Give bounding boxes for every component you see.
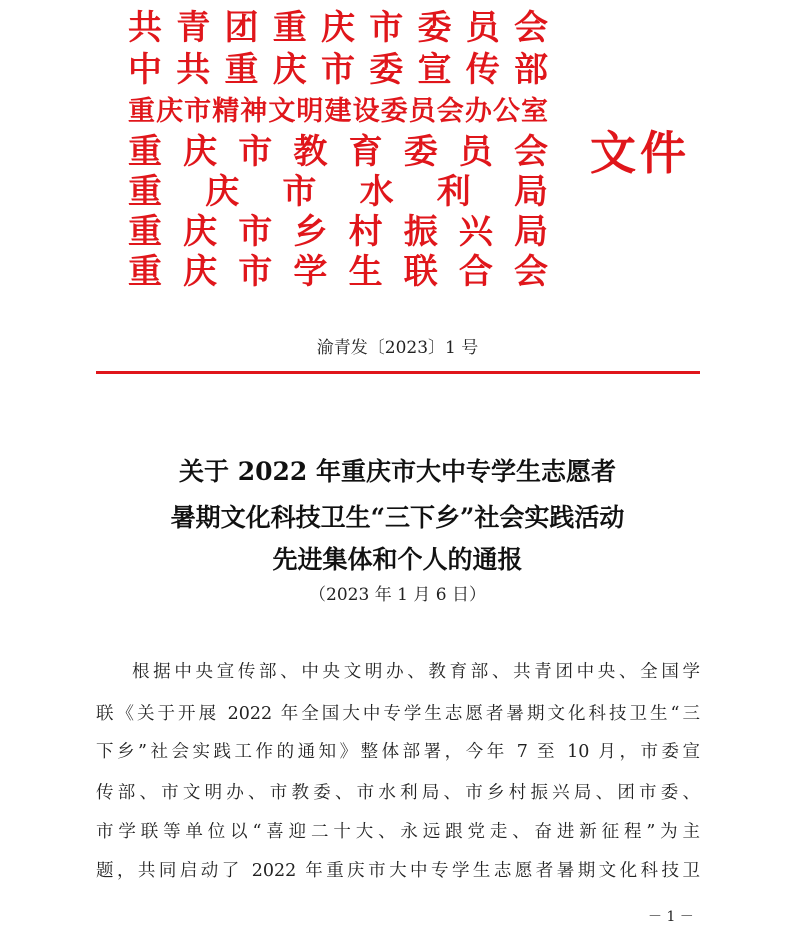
file-label: 文件 [590,126,690,180]
page-number: － 1 － [648,909,694,925]
body-line: 传部、市文明办、市教委、市水利局、市乡村振兴局、团市委、 [96,783,700,803]
issuer-line: 重庆市学生联合会 [128,252,548,292]
body-line: 市学联等单位以“喜迎二十大、永远跟党走、奋进新征程”为主 [96,822,700,842]
body-line: 联《关于开展 2022 年全国大中专学生志愿者暑期文化科技卫生“三 [96,704,700,724]
issuer-line: 重庆市水利局 [128,172,548,212]
title-line: 暑期文化科技卫生“三下乡”社会实践活动 [170,503,625,532]
issuer-line: 共青团重庆市委员会 [128,8,548,48]
title-line: 关于 2022 年重庆市大中专学生志愿者 [179,457,616,486]
body-line: 下乡”社会实践工作的通知》整体部署，今年 7 至 10 月，市委宣 [96,742,700,762]
body-line: 根据中央宣传部、中央文明办、教育部、共青团中央、全国学 [132,662,700,682]
body-line: 题，共同启动了 2022 年重庆市大中专学生志愿者暑期文化科技卫 [96,861,700,881]
title-line: 先进集体和个人的通报 [272,545,523,574]
document-number: 渝青发〔2023〕1 号 [316,338,479,358]
red-divider [96,371,700,374]
issuer-line: 中共重庆市委宣传部 [128,50,548,90]
issuer-line: 重庆市教育委员会 [128,132,548,172]
document-date: （2023 年 1 月 6 日） [309,585,486,605]
issuer-line: 重庆市乡村振兴局 [128,212,548,252]
issuer-line: 重庆市精神文明建设委员会办公室 [128,96,548,127]
